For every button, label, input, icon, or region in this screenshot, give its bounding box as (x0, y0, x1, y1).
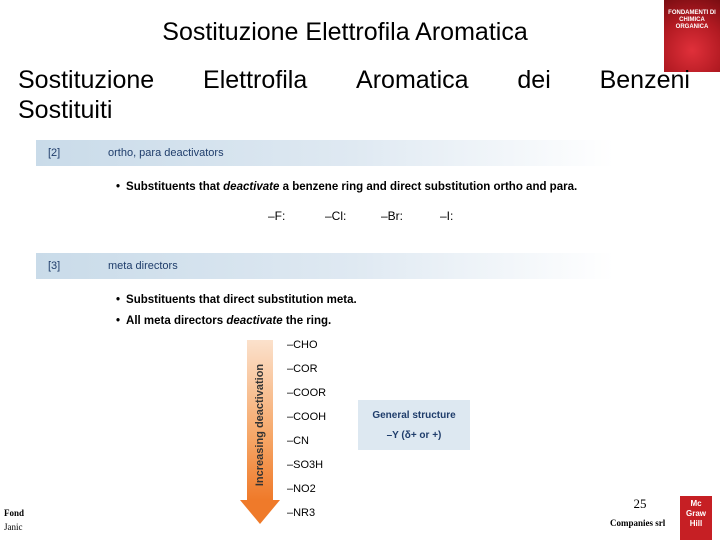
footer-text: Janic (4, 522, 23, 532)
group-coor: –COOR (287, 387, 327, 399)
book-cover-image (664, 0, 720, 72)
book-cover-text: FONDAMENTI DI CHIMICA ORGANICA (668, 10, 716, 30)
general-structure-formula: –Y (δ+ or +) (386, 430, 442, 441)
section-number: [2] (48, 147, 61, 159)
heading-word: Elettrofila (203, 66, 308, 94)
group-cho: –CHO (287, 339, 318, 351)
halogen-fluorine: –F: (268, 209, 286, 223)
general-structure-heading: General structure (372, 410, 456, 421)
slide-title: Sostituzione Elettrofila Aromatica (162, 18, 528, 46)
bullet-text: • Substituents that direct substitution meta. (116, 294, 357, 306)
group-cooh: –COOH (287, 411, 327, 423)
halogen-bromine: –Br: (381, 209, 404, 223)
publisher-logo (680, 496, 712, 540)
bullet-text: • Substituents that deactivate a benzene ring and direct substitution ortho and para. (116, 181, 577, 193)
deactivation-arrow-head (240, 500, 280, 524)
section-header-ortho-para (36, 140, 614, 166)
group-no2: –NO2 (287, 483, 316, 495)
group-cn: –CN (287, 435, 310, 447)
section-title: ortho, para deactivators (108, 147, 224, 159)
heading-word: Aromatica (356, 66, 469, 94)
group-cor: –COR (287, 363, 318, 375)
section-header-meta (36, 253, 614, 279)
heading-word: Sostituzione (18, 66, 155, 94)
page-number: 25 (633, 496, 647, 511)
halogen-iodine: –I: (440, 209, 454, 223)
footer-copyright: Companies srl (610, 518, 666, 528)
logo-text: Mc Graw Hill (685, 499, 706, 528)
heading-word: Benzeni (599, 66, 690, 94)
bullet-text: • All meta directors deactivate the ring. (116, 315, 331, 327)
footer-text: Fond (4, 508, 25, 518)
section-title: meta directors (108, 260, 178, 272)
slide-heading (18, 66, 690, 95)
slide-heading-line2: Sostituiti (18, 96, 113, 124)
general-structure-box (358, 400, 470, 450)
arrow-label: Increasing deactivation (254, 363, 266, 487)
section-number: [3] (48, 260, 61, 272)
group-so3h: –SO3H (287, 459, 324, 471)
group-nr3: –NR3 (287, 507, 316, 519)
heading-word: dei (517, 66, 551, 94)
halogen-chlorine: –Cl: (325, 209, 347, 223)
